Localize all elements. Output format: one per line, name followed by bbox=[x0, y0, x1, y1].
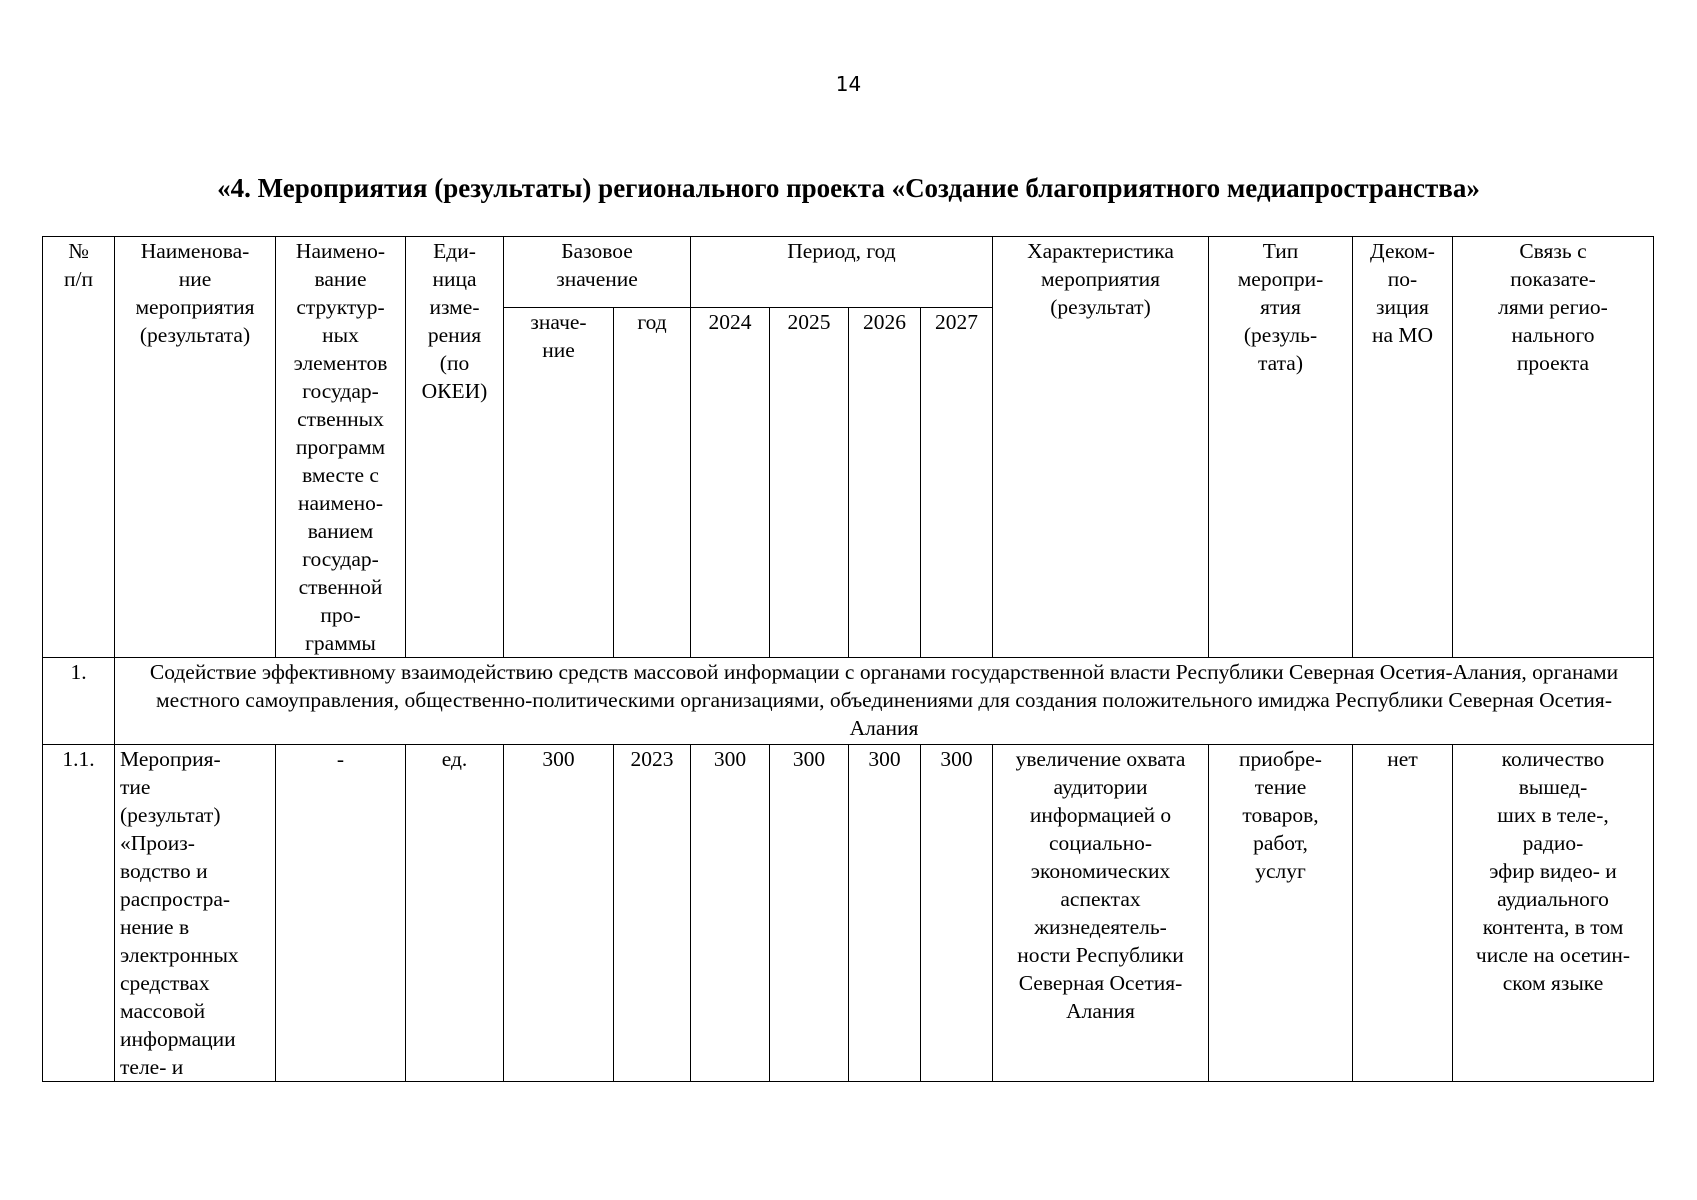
header-characteristic: Характеристика мероприятия (результат) bbox=[993, 237, 1209, 658]
row-unit: ед. bbox=[406, 745, 504, 1082]
header-base-value: Базовое значение bbox=[504, 237, 691, 308]
row-base-value: 300 bbox=[504, 745, 614, 1082]
section-row bbox=[43, 658, 1654, 745]
row-characteristic: увеличение охвата аудитории информацией о социально- экономических аспектах жизнедеятель- ности Республики Северная Осетия- Алания bbox=[993, 745, 1209, 1082]
header-activity-name: Наименова- ние мероприятия (результата) bbox=[115, 237, 276, 658]
row-value-2026: 300 bbox=[849, 745, 921, 1082]
section-text: Содействие эффективному взаимодействию средств массовой информации с органами государственной власти Республики Северная Осетия-Алания, органами местного самоуправления, общественно-политическими организациями, объединениями для создания положительного имиджа Республики Северная Осетия-Алания bbox=[115, 658, 1654, 745]
page-number: 14 bbox=[835, 72, 862, 96]
row-link-indicators: количество вышед- ших в теле-, радио- эфир видео- и аудиального контента, в том числе на осетин- ском языке bbox=[1453, 745, 1654, 1082]
row-structural-elements: - bbox=[276, 745, 406, 1082]
row-base-year: 2023 bbox=[614, 745, 691, 1082]
header-decomposition: Деком- по- зиция на МО bbox=[1353, 237, 1453, 658]
header-link-indicators: Связь с показате- лями регио- нального проекта bbox=[1453, 237, 1654, 658]
header-unit: Еди- ница изме- рения (по ОКЕИ) bbox=[406, 237, 504, 658]
header-period: Период, год bbox=[691, 237, 993, 308]
header-row bbox=[43, 237, 1654, 308]
row-activity-name: Мероприя- тие (результат) «Произ- водство и распростра- нение в электронных средствах массовой информации теле- и bbox=[115, 745, 276, 1082]
row-decomposition: нет bbox=[1353, 745, 1453, 1082]
row-value-2025: 300 bbox=[770, 745, 849, 1082]
table-row bbox=[43, 745, 1654, 1082]
section-title: «4. Мероприятия (результаты) регионального проекта «Создание благоприятного медиапространства» bbox=[217, 173, 1480, 203]
header-activity-type: Тип меропри- ятия (резуль- тата) bbox=[1209, 237, 1353, 658]
header-year-2026: 2026 bbox=[849, 308, 921, 658]
section-number: 1. bbox=[43, 658, 115, 745]
header-year-2027: 2027 bbox=[921, 308, 993, 658]
row-value-2024: 300 bbox=[691, 745, 770, 1082]
header-base-value-value: значе- ние bbox=[504, 308, 614, 658]
row-activity-type: приобре- тение товаров, работ, услуг bbox=[1209, 745, 1353, 1082]
row-number: 1.1. bbox=[43, 745, 115, 1082]
header-year-2025: 2025 bbox=[770, 308, 849, 658]
row-value-2027: 300 bbox=[921, 745, 993, 1082]
header-year-2024: 2024 bbox=[691, 308, 770, 658]
header-number: № п/п bbox=[43, 237, 115, 658]
header-base-value-year: год bbox=[614, 308, 691, 658]
activities-table bbox=[42, 236, 1654, 1082]
header-structural-elements: Наимено- вание структур- ных элементов государ- ственных программ вместе с наимено- ванием государ- ственной про- граммы bbox=[276, 237, 406, 658]
